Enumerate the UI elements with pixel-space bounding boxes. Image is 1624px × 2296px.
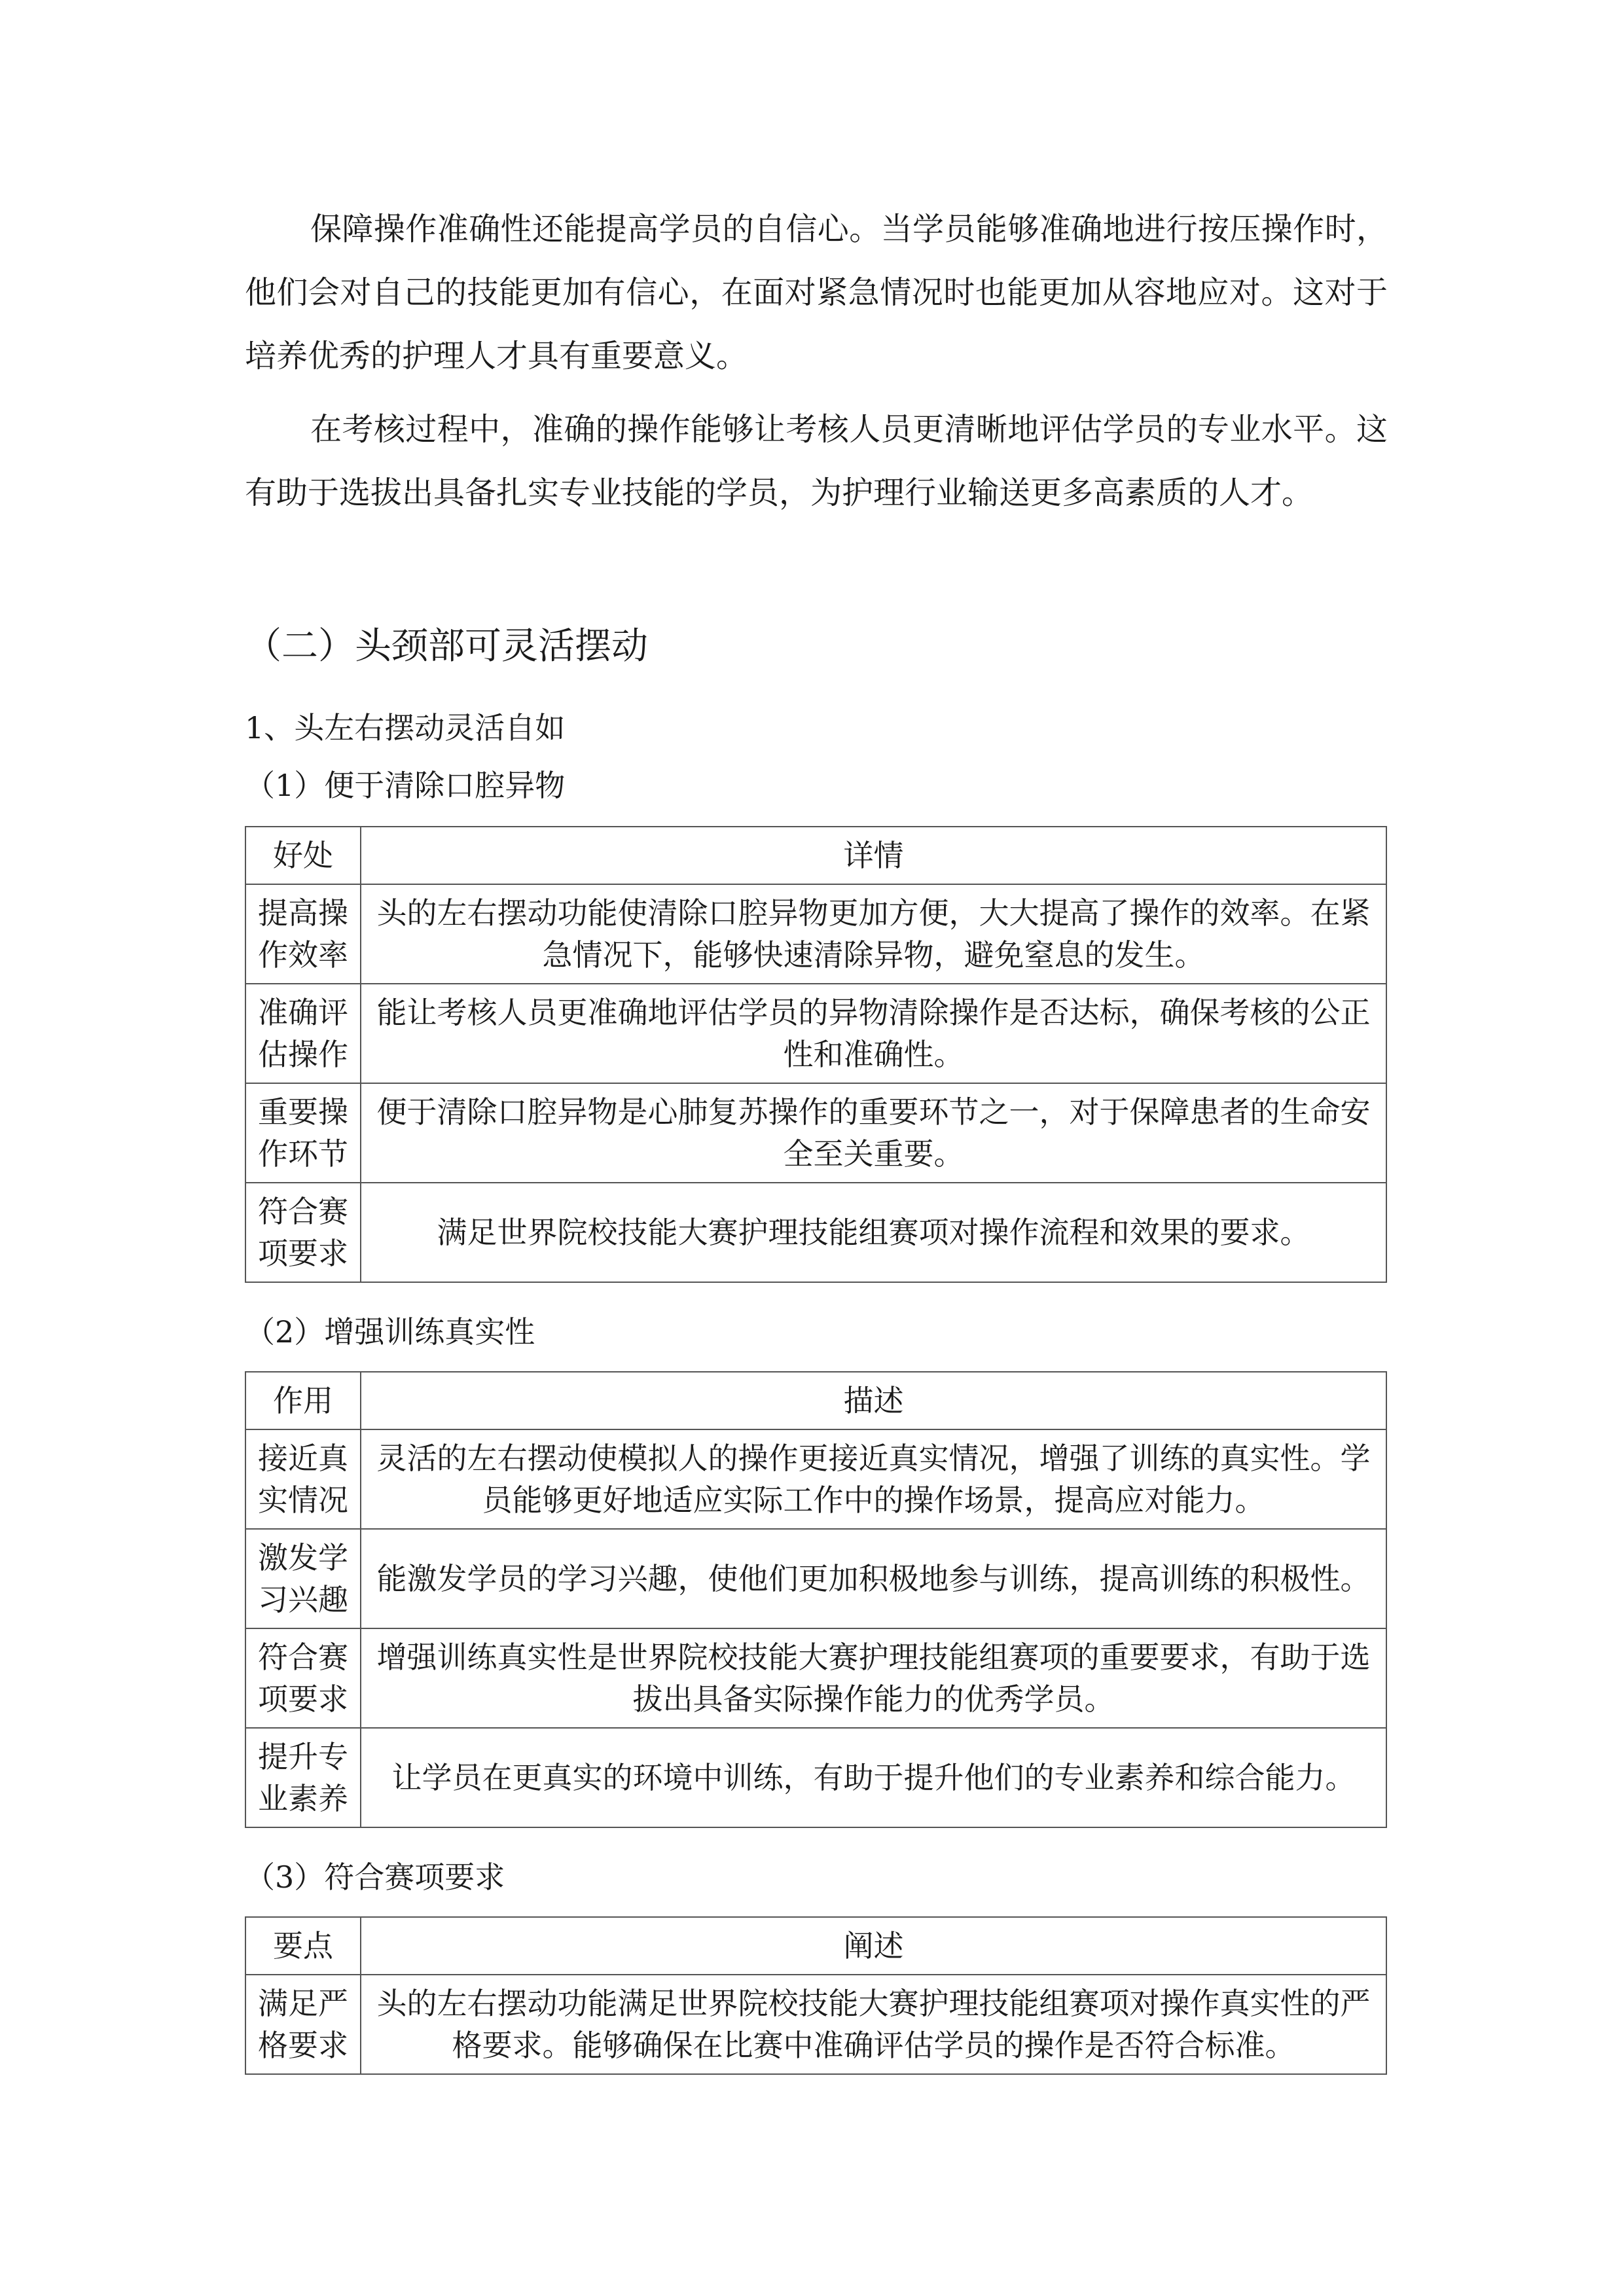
benefits-table [245, 826, 1387, 1283]
table-cell-value: 满足世界院校技能大赛护理技能组赛项对操作流程和效果的要求。 [361, 1183, 1386, 1282]
table-caption: （2）增强训练真实性 [245, 1314, 535, 1350]
table-row [245, 1628, 1386, 1728]
table-cell-key: 准确评估操作 [245, 984, 361, 1083]
table-cell-key: 接近真实情况 [245, 1429, 361, 1529]
table-row [245, 1429, 1386, 1529]
table-cell-value: 让学员在更真实的环境中训练，有助于提升他们的专业素养和综合能力。 [361, 1728, 1386, 1827]
table-cell-value: 灵活的左右摆动使模拟人的操作更接近真实情况，增强了训练的真实性。学员能够更好地适应实际工作中的操作场景，提高应对能力。 [361, 1429, 1386, 1529]
table-header-cell: 阐述 [361, 1917, 1386, 1975]
table-cell-value: 便于清除口腔异物是心肺复苏操作的重要环节之一，对于保障患者的生命安全至关重要。 [361, 1083, 1386, 1183]
table-cell-value: 增强训练真实性是世界院校技能大赛护理技能组赛项的重要要求，有助于选拔出具备实际操作能力的优秀学员。 [361, 1628, 1386, 1728]
requirements-table [245, 1916, 1387, 2075]
table-cell-value: 头的左右摆动功能使清除口腔异物更加方便，大大提高了操作的效率。在紧急情况下，能够快速清除异物，避免窒息的发生。 [361, 884, 1386, 984]
table-header-row [245, 1372, 1386, 1429]
table-cell-key: 满足严格要求 [245, 1975, 361, 2074]
table-row [245, 1728, 1386, 1827]
subheading: 1、头左右摆动灵活自如 [245, 710, 566, 745]
table-cell-value: 头的左右摆动功能满足世界院校技能大赛护理技能组赛项对操作真实性的严格要求。能够确保在比赛中准确评估学员的操作是否符合标准。 [361, 1975, 1386, 2074]
realism-table [245, 1371, 1387, 1828]
table-header-cell: 详情 [361, 827, 1386, 884]
table-cell-key: 提高操作效率 [245, 884, 361, 984]
table-cell-value: 能让考核人员更准确地评估学员的异物清除操作是否达标，确保考核的公正性和准确性。 [361, 984, 1386, 1083]
section-heading: （二）头颈部可灵活摆动 [245, 625, 648, 668]
table-row [245, 884, 1386, 984]
table-row [245, 1083, 1386, 1183]
table-header-cell: 描述 [361, 1372, 1386, 1429]
table-header-cell: 好处 [245, 827, 361, 884]
table-cell-key: 激发学习兴趣 [245, 1529, 361, 1628]
table-caption: （3）符合赛项要求 [245, 1859, 505, 1895]
table-header-row [245, 1917, 1386, 1975]
table-cell-key: 提升专业素养 [245, 1728, 361, 1827]
table-caption: （1）便于清除口腔异物 [245, 768, 566, 803]
table-row [245, 1975, 1386, 2074]
table-row [245, 1183, 1386, 1282]
table-header-cell: 要点 [245, 1917, 361, 1975]
table-row [245, 984, 1386, 1083]
table-header-row [245, 827, 1386, 884]
paragraph-assessment: 在考核过程中，准确的操作能够让考核人员更清晰地评估学员的专业水平。这有助于选拔出具备扎实专业技能的学员，为护理行业输送更多高素质的人才。 [245, 411, 1388, 511]
table-cell-value: 能激发学员的学习兴趣，使他们更加积极地参与训练，提高训练的积极性。 [361, 1529, 1386, 1628]
paragraph-confidence: 保障操作准确性还能提高学员的自信心。当学员能够准确地进行按压操作时，他们会对自己的技能更加有信心，在面对紧急情况时也能更加从容地应对。这对于培养优秀的护理人才具有重要意义。 [245, 211, 1388, 374]
table-cell-key: 符合赛项要求 [245, 1183, 361, 1282]
table-cell-key: 重要操作环节 [245, 1083, 361, 1183]
table-cell-key: 符合赛项要求 [245, 1628, 361, 1728]
table-row [245, 1529, 1386, 1628]
table-header-cell: 作用 [245, 1372, 361, 1429]
